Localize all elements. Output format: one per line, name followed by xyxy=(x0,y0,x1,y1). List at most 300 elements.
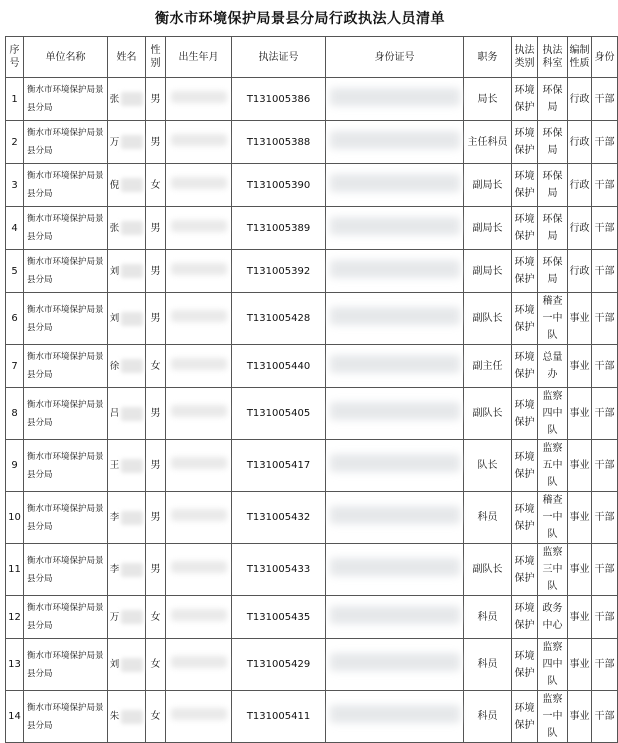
cell-nature xyxy=(568,250,592,293)
table-body xyxy=(6,78,618,743)
redacted-birth-blur xyxy=(171,263,227,275)
cell-name xyxy=(108,345,146,388)
cell-duty xyxy=(464,164,512,207)
office-text: 监察四中队 xyxy=(542,642,563,687)
office-text: 监察三中队 xyxy=(542,547,563,592)
cell-nature xyxy=(568,164,592,207)
gender-text: 男 xyxy=(150,136,161,148)
name-text: 吕 xyxy=(109,408,120,419)
cell-office xyxy=(538,691,568,743)
seq-text: 5 xyxy=(11,265,18,277)
cell-id xyxy=(326,492,464,544)
cell-gender xyxy=(146,345,166,388)
redacted-id-blur xyxy=(330,558,460,576)
nature-text: 行政 xyxy=(569,265,590,277)
cell-office xyxy=(538,388,568,440)
cert-text: T131005405 xyxy=(246,408,311,419)
redacted-name-blur xyxy=(121,610,143,624)
nature-text: 行政 xyxy=(569,93,590,105)
redacted-id-blur xyxy=(330,88,460,106)
cell-duty xyxy=(464,544,512,596)
category-text: 环境保护 xyxy=(514,702,535,731)
cell-identity xyxy=(592,440,618,492)
cell-seq xyxy=(6,492,24,544)
name-text: 李 xyxy=(109,512,120,523)
name-text: 刘 xyxy=(109,313,120,324)
cell-name xyxy=(108,164,146,207)
redacted-id-blur xyxy=(330,705,460,723)
nature-text: 事业 xyxy=(569,460,590,471)
duty-text: 队长 xyxy=(477,460,498,471)
table-row xyxy=(6,250,618,293)
category-text: 环境保护 xyxy=(514,128,535,156)
cell-id xyxy=(326,691,464,743)
identity-text: 干部 xyxy=(594,265,615,277)
cell-duty xyxy=(464,250,512,293)
duty-text: 局长 xyxy=(477,93,498,105)
seq-text: 4 xyxy=(11,222,18,234)
cert-text: T131005386 xyxy=(246,93,311,105)
cert-text: T131005428 xyxy=(246,313,311,324)
unit-text: 衡水市环境保护局景县分局 xyxy=(27,128,104,156)
cert-text: T131005392 xyxy=(246,265,311,277)
cell-nature xyxy=(568,345,592,388)
redacted-birth-blur xyxy=(171,509,227,521)
cell-gender xyxy=(146,440,166,492)
office-text: 监察一中队 xyxy=(542,694,563,739)
cell-unit xyxy=(24,596,108,639)
name-text: 万 xyxy=(109,136,120,148)
cell-birth xyxy=(166,121,232,164)
redacted-id-blur xyxy=(330,174,460,192)
seq-text: 6 xyxy=(11,313,18,324)
cell-birth xyxy=(166,388,232,440)
cell-nature xyxy=(568,78,592,121)
col-header-id: 身份证号 xyxy=(326,37,464,78)
cell-birth xyxy=(166,596,232,639)
redacted-name-blur xyxy=(121,658,143,672)
gender-text: 男 xyxy=(150,564,161,575)
duty-text: 副局长 xyxy=(472,179,503,191)
cell-gender xyxy=(146,639,166,691)
cell-identity xyxy=(592,544,618,596)
cell-duty xyxy=(464,78,512,121)
cell-identity xyxy=(592,639,618,691)
cell-identity xyxy=(592,691,618,743)
col-header-nature: 编制性质 xyxy=(568,37,592,78)
redacted-id-blur xyxy=(330,131,460,149)
office-text: 环保局 xyxy=(542,85,563,113)
unit-text: 衡水市环境保护局景县分局 xyxy=(27,171,104,199)
duty-text: 副队长 xyxy=(472,313,503,324)
gender-text: 男 xyxy=(150,265,161,277)
cell-nature xyxy=(568,440,592,492)
col-header-cert: 执法证号 xyxy=(232,37,326,78)
cell-unit xyxy=(24,544,108,596)
redacted-name-blur xyxy=(121,135,143,149)
cell-gender xyxy=(146,492,166,544)
cell-cert xyxy=(232,78,326,121)
cell-birth xyxy=(166,691,232,743)
gender-text: 男 xyxy=(150,313,161,324)
cell-nature xyxy=(568,388,592,440)
identity-text: 干部 xyxy=(594,222,615,234)
name-text: 张 xyxy=(109,222,120,234)
identity-text: 干部 xyxy=(594,512,615,523)
name-text: 刘 xyxy=(109,659,120,670)
category-text: 环境保护 xyxy=(514,171,535,199)
cell-seq xyxy=(6,345,24,388)
duty-text: 主任科员 xyxy=(467,136,508,148)
cell-identity xyxy=(592,78,618,121)
table-row xyxy=(6,691,618,743)
cell-birth xyxy=(166,293,232,345)
cell-birth xyxy=(166,78,232,121)
cell-cert xyxy=(232,207,326,250)
seq-text: 12 xyxy=(8,611,21,623)
identity-text: 干部 xyxy=(594,93,615,105)
col-header-duty: 职务 xyxy=(464,37,512,78)
cell-cert xyxy=(232,440,326,492)
redacted-birth-blur xyxy=(171,457,227,469)
nature-text: 行政 xyxy=(569,179,590,191)
cell-id xyxy=(326,250,464,293)
cell-category xyxy=(512,78,538,121)
cell-unit xyxy=(24,691,108,743)
name-text: 刘 xyxy=(109,265,120,277)
nature-text: 事业 xyxy=(569,711,590,722)
cell-category xyxy=(512,250,538,293)
redacted-name-blur xyxy=(121,92,143,106)
redacted-name-blur xyxy=(121,312,143,326)
cell-id xyxy=(326,207,464,250)
cell-identity xyxy=(592,293,618,345)
cell-id xyxy=(326,388,464,440)
table-row xyxy=(6,492,618,544)
name-text: 李 xyxy=(109,564,120,575)
office-text: 环保局 xyxy=(542,171,563,199)
identity-text: 干部 xyxy=(594,179,615,191)
cell-unit xyxy=(24,121,108,164)
redacted-id-blur xyxy=(330,217,460,235)
cell-unit xyxy=(24,78,108,121)
category-text: 环境保护 xyxy=(514,650,535,679)
office-text: 稽查一中队 xyxy=(542,296,563,341)
name-text: 朱 xyxy=(109,711,120,722)
cell-unit xyxy=(24,388,108,440)
gender-text: 女 xyxy=(150,711,161,722)
gender-text: 女 xyxy=(150,659,161,670)
cell-seq xyxy=(6,440,24,492)
redacted-birth-blur xyxy=(171,91,227,103)
cell-cert xyxy=(232,596,326,639)
office-text: 监察五中队 xyxy=(542,443,563,488)
cell-category xyxy=(512,440,538,492)
cell-office xyxy=(538,121,568,164)
redacted-birth-blur xyxy=(171,656,227,668)
cell-seq xyxy=(6,639,24,691)
redacted-birth-blur xyxy=(171,405,227,417)
redacted-id-blur xyxy=(330,606,460,624)
cell-category xyxy=(512,293,538,345)
redacted-id-blur xyxy=(330,260,460,278)
office-text: 政务中心 xyxy=(542,603,563,631)
cell-nature xyxy=(568,293,592,345)
cell-duty xyxy=(464,440,512,492)
nature-text: 事业 xyxy=(569,313,590,324)
nature-text: 行政 xyxy=(569,222,590,234)
table-row xyxy=(6,293,618,345)
category-text: 环境保护 xyxy=(514,555,535,584)
table-row xyxy=(6,78,618,121)
duty-text: 副队长 xyxy=(472,564,503,575)
cell-duty xyxy=(464,492,512,544)
cell-name xyxy=(108,293,146,345)
table-row xyxy=(6,440,618,492)
office-text: 环保局 xyxy=(542,214,563,242)
cell-gender xyxy=(146,164,166,207)
cell-unit xyxy=(24,207,108,250)
unit-text: 衡水市环境保护局景县分局 xyxy=(27,503,104,532)
redacted-name-blur xyxy=(121,264,143,278)
cell-id xyxy=(326,596,464,639)
cell-gender xyxy=(146,121,166,164)
identity-text: 干部 xyxy=(594,313,615,324)
cert-text: T131005435 xyxy=(246,611,311,623)
cert-text: T131005411 xyxy=(246,711,311,722)
gender-text: 男 xyxy=(150,93,161,105)
redacted-birth-blur xyxy=(171,134,227,146)
office-text: 监察四中队 xyxy=(542,391,563,436)
cell-birth xyxy=(166,639,232,691)
gender-text: 男 xyxy=(150,460,161,471)
category-text: 环境保护 xyxy=(514,85,535,113)
cell-office xyxy=(538,639,568,691)
col-header-name: 姓名 xyxy=(108,37,146,78)
cell-gender xyxy=(146,250,166,293)
cell-cert xyxy=(232,345,326,388)
office-text: 环保局 xyxy=(542,128,563,156)
category-text: 环境保护 xyxy=(514,603,535,631)
category-text: 环境保护 xyxy=(514,451,535,480)
cert-text: T131005433 xyxy=(246,564,311,575)
header-row xyxy=(6,37,618,78)
col-header-seq: 序号 xyxy=(6,37,24,78)
cell-id xyxy=(326,345,464,388)
cell-gender xyxy=(146,293,166,345)
redacted-birth-blur xyxy=(171,220,227,232)
category-text: 环境保护 xyxy=(514,257,535,285)
cell-cert xyxy=(232,293,326,345)
duty-text: 副局长 xyxy=(472,222,503,234)
cell-id xyxy=(326,78,464,121)
seq-text: 8 xyxy=(11,408,18,419)
cell-unit xyxy=(24,250,108,293)
gender-text: 男 xyxy=(150,222,161,234)
cell-seq xyxy=(6,544,24,596)
redacted-birth-blur xyxy=(171,358,227,370)
cell-name xyxy=(108,250,146,293)
cert-text: T131005389 xyxy=(246,222,311,234)
cell-seq xyxy=(6,691,24,743)
cell-nature xyxy=(568,596,592,639)
cell-name xyxy=(108,121,146,164)
unit-text: 衡水市环境保护局景县分局 xyxy=(27,702,104,731)
seq-text: 13 xyxy=(8,659,21,670)
document-title: 衡水市环境保护局景县分局行政执法人员清单 xyxy=(155,11,445,27)
office-text: 总量办 xyxy=(542,352,563,380)
col-header-identity: 身份 xyxy=(592,37,618,78)
cert-text: T131005432 xyxy=(246,512,311,523)
cell-category xyxy=(512,596,538,639)
cell-cert xyxy=(232,691,326,743)
cell-gender xyxy=(146,691,166,743)
unit-text: 衡水市环境保护局景县分局 xyxy=(27,650,104,679)
cell-id xyxy=(326,440,464,492)
cell-unit xyxy=(24,492,108,544)
cell-seq xyxy=(6,207,24,250)
duty-text: 科员 xyxy=(477,711,498,722)
cell-cert xyxy=(232,388,326,440)
col-header-unit: 单位名称 xyxy=(24,37,108,78)
gender-text: 女 xyxy=(150,360,161,372)
unit-text: 衡水市环境保护局景县分局 xyxy=(27,257,104,285)
redacted-name-blur xyxy=(121,710,143,724)
cell-identity xyxy=(592,121,618,164)
duty-text: 科员 xyxy=(477,512,498,523)
cell-nature xyxy=(568,121,592,164)
cell-duty xyxy=(464,345,512,388)
seq-text: 7 xyxy=(11,360,18,372)
cell-category xyxy=(512,121,538,164)
cell-duty xyxy=(464,121,512,164)
cell-name xyxy=(108,388,146,440)
seq-text: 11 xyxy=(8,564,21,575)
identity-text: 干部 xyxy=(594,711,615,722)
nature-text: 事业 xyxy=(569,360,590,372)
cell-name xyxy=(108,207,146,250)
cell-nature xyxy=(568,492,592,544)
seq-text: 14 xyxy=(8,711,21,722)
duty-text: 副局长 xyxy=(472,265,503,277)
col-header-gender: 性别 xyxy=(146,37,166,78)
duty-text: 副主任 xyxy=(472,360,503,372)
cell-category xyxy=(512,164,538,207)
redacted-birth-blur xyxy=(171,177,227,189)
redacted-birth-blur xyxy=(171,609,227,621)
cell-nature xyxy=(568,691,592,743)
seq-text: 3 xyxy=(11,179,18,191)
identity-text: 干部 xyxy=(594,408,615,419)
personnel-table xyxy=(5,36,618,743)
redacted-birth-blur xyxy=(171,708,227,720)
cell-office xyxy=(538,164,568,207)
cell-gender xyxy=(146,388,166,440)
seq-text: 9 xyxy=(11,460,18,471)
cell-id xyxy=(326,121,464,164)
cell-name xyxy=(108,492,146,544)
gender-text: 女 xyxy=(150,611,161,623)
cell-birth xyxy=(166,164,232,207)
cell-identity xyxy=(592,388,618,440)
name-text: 徐 xyxy=(109,360,120,372)
cell-identity xyxy=(592,345,618,388)
unit-text: 衡水市环境保护局景县分局 xyxy=(27,352,104,380)
name-text: 王 xyxy=(109,460,120,471)
table-row xyxy=(6,388,618,440)
nature-text: 事业 xyxy=(569,659,590,670)
table-row xyxy=(6,121,618,164)
cell-office xyxy=(538,440,568,492)
unit-text: 衡水市环境保护局景县分局 xyxy=(27,214,104,242)
cell-cert xyxy=(232,639,326,691)
cell-category xyxy=(512,207,538,250)
table-row xyxy=(6,639,618,691)
cell-duty xyxy=(464,293,512,345)
cell-seq xyxy=(6,121,24,164)
cell-seq xyxy=(6,78,24,121)
redacted-name-blur xyxy=(121,178,143,192)
cell-gender xyxy=(146,596,166,639)
redacted-name-blur xyxy=(121,359,143,373)
cell-name xyxy=(108,544,146,596)
cell-category xyxy=(512,544,538,596)
unit-text: 衡水市环境保护局景县分局 xyxy=(27,603,104,631)
redacted-id-blur xyxy=(330,454,460,472)
redacted-id-blur xyxy=(330,307,460,325)
cell-category xyxy=(512,639,538,691)
identity-text: 干部 xyxy=(594,659,615,670)
duty-text: 科员 xyxy=(477,659,498,670)
cell-office xyxy=(538,207,568,250)
name-text: 倪 xyxy=(109,179,120,191)
category-text: 环境保护 xyxy=(514,352,535,380)
cell-birth xyxy=(166,345,232,388)
name-text: 万 xyxy=(109,611,120,623)
category-text: 环境保护 xyxy=(514,214,535,242)
cell-id xyxy=(326,544,464,596)
redacted-name-blur xyxy=(121,511,143,525)
cell-office xyxy=(538,293,568,345)
cert-text: T131005390 xyxy=(246,179,311,191)
cell-duty xyxy=(464,207,512,250)
duty-text: 科员 xyxy=(477,611,498,623)
cell-identity xyxy=(592,596,618,639)
identity-text: 干部 xyxy=(594,136,615,148)
cell-unit xyxy=(24,164,108,207)
cell-identity xyxy=(592,164,618,207)
nature-text: 行政 xyxy=(569,136,590,148)
unit-text: 衡水市环境保护局景县分局 xyxy=(27,399,104,428)
identity-text: 干部 xyxy=(594,460,615,471)
gender-text: 男 xyxy=(150,408,161,419)
category-text: 环境保护 xyxy=(514,503,535,532)
cell-unit xyxy=(24,440,108,492)
unit-text: 衡水市环境保护局景县分局 xyxy=(27,85,104,113)
cell-id xyxy=(326,639,464,691)
cell-category xyxy=(512,492,538,544)
cell-seq xyxy=(6,293,24,345)
cell-birth xyxy=(166,440,232,492)
cell-category xyxy=(512,691,538,743)
cell-unit xyxy=(24,293,108,345)
seq-text: 1 xyxy=(11,93,18,105)
cell-birth xyxy=(166,250,232,293)
cell-cert xyxy=(232,544,326,596)
cell-birth xyxy=(166,492,232,544)
cell-duty xyxy=(464,639,512,691)
name-text: 张 xyxy=(109,93,120,105)
